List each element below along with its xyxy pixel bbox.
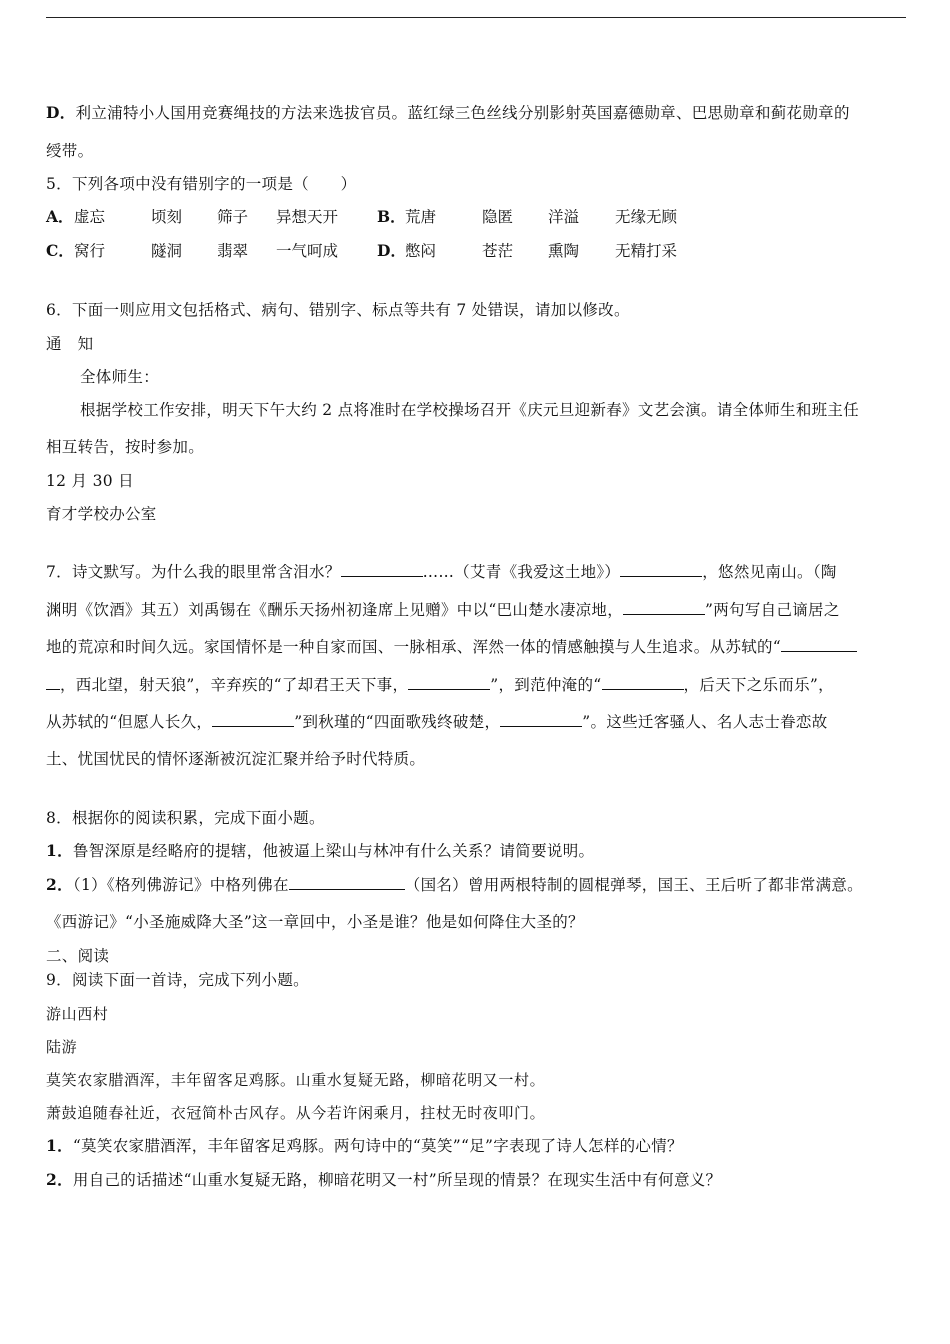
sub-text: 鲁智深原是经略府的提辖，他被逼上梁山与林冲有什么关系？请简要说明。 — [72, 842, 595, 860]
q7-text: ”两句写自己谪居之 — [705, 601, 840, 619]
q8-sub2 — [46, 875, 863, 895]
q6-stem: 6．下面一则应用文包括格式、病句、错别字、标点等共有 7 处错误，请加以修改。 — [46, 301, 630, 319]
q5-c-word: 隧洞 — [151, 242, 183, 260]
option-letter: D． — [46, 103, 76, 122]
notice-body-cont: 相互转告，按时参加。 — [46, 438, 205, 456]
answer-blank[interactable] — [46, 675, 60, 690]
q7-line — [46, 637, 857, 657]
q5-c-word: 一气呵成 — [276, 242, 339, 260]
q5-b-letter: B． — [377, 207, 406, 226]
q7-text: ，悠然见南山。（陶 — [702, 563, 837, 581]
q7-text: ……（艾青《我爱这土地》） — [422, 563, 621, 581]
notice-salutation: 全体师生： — [80, 368, 160, 386]
q5-a-word: 虚忘 — [74, 208, 106, 226]
notice-signature: 育才学校办公室 — [46, 505, 157, 523]
q5-d-word: 苍茫 — [482, 242, 514, 260]
sub-text: （国名）曾用两根特制的圆棍弹琴，国王、王后听了都非常满意。 — [404, 876, 863, 894]
q5-d-word: 熏陶 — [548, 242, 580, 260]
q7-text: ，西北望，射天狼”，辛弃疾的“了却君王天下事， — [60, 676, 409, 694]
q7-text: 地的荒凉和时间久远。家国情怀是一种自家而国、一脉相承、浑然一体的情感触摸与人生追求。从苏轼的“ — [46, 638, 782, 656]
q5-d-word: 憋闷 — [405, 242, 437, 260]
option-text: 利立浦特小人国用竞赛绳技的方法来选拔官员。蓝红绿三色丝线分别影射英国嘉德勋章、巴思勋章和蓟花勋章的 — [75, 104, 850, 122]
top-rule — [46, 17, 906, 18]
q7-text: 7．诗文默写。为什么我的眼里常含泪水？ — [46, 563, 341, 581]
answer-blank[interactable] — [341, 562, 423, 577]
q5-a-letter: A． — [46, 207, 74, 226]
notice-date: 12 月 30 日 — [46, 472, 134, 490]
q8-stem: 8．根据你的阅读积累，完成下面小题。 — [46, 809, 325, 827]
q5-c-word: 窝行 — [74, 242, 106, 260]
q7-line — [46, 712, 828, 732]
q5-b-word: 洋溢 — [548, 208, 580, 226]
sub-number: 2． — [46, 1170, 73, 1189]
q4-option-d-cont: 绶带。 — [46, 142, 94, 160]
q7-text: ”，到范仲淹的“ — [490, 676, 602, 694]
q5-b-word: 无缘无顾 — [615, 208, 678, 226]
q5-c-word: 翡翠 — [217, 242, 249, 260]
poem-verse: 莫笑农家腊酒浑，丰年留客足鸡豚。山重水复疑无路，柳暗花明又一村。 — [46, 1071, 546, 1089]
answer-blank[interactable] — [289, 875, 405, 890]
notice-title: 通 知 — [46, 335, 94, 353]
q7-text: ，后天下之乐而乐”， — [683, 676, 834, 694]
q5-d-letter: D． — [377, 241, 406, 260]
q8-sub1 — [46, 841, 594, 861]
poem-author: 陆游 — [46, 1038, 78, 1056]
notice-body: 根据学校工作安排，明天下午大约 2 点将准时在学校操场召开《庆元旦迎新春》文艺会演。请全体师生和班主任 — [80, 401, 860, 419]
sub-text: “莫笑农家腊酒浑，丰年留客足鸡豚。两句诗中的“莫笑”“足”字表现了诗人怎样的心情？ — [72, 1137, 683, 1155]
answer-blank[interactable] — [781, 637, 857, 652]
q5-a-word: 筛子 — [217, 208, 249, 226]
q7-line: 土、忧国忧民的情怀逐渐被沉淀汇聚并给予时代特质。 — [46, 750, 426, 768]
q9-sub1 — [46, 1136, 683, 1156]
answer-blank[interactable] — [602, 675, 684, 690]
q7-text: ”到秋瑾的“四面歌残终破楚， — [294, 713, 501, 731]
poem-verse: 萧鼓追随春社近，衣冠简朴古风存。从今若许闲乘月，拄杖无时夜叩门。 — [46, 1104, 546, 1122]
answer-blank[interactable] — [212, 712, 294, 727]
q9-sub2 — [46, 1170, 721, 1190]
q7-text: 从苏轼的“但愿人长久， — [46, 713, 213, 731]
q7-text: ”。这些迁客骚人、名人志士眷恋故 — [582, 713, 828, 731]
q5-d-word: 无精打采 — [615, 242, 678, 260]
q5-a-word: 异想天开 — [276, 208, 339, 226]
q7-line — [46, 600, 840, 620]
poem-title: 游山西村 — [46, 1005, 109, 1023]
q7-text: 渊明《饮酒》其五）刘禹锡在《酬乐天扬州初逢席上见赠》中以“巴山楚水凄凉地， — [46, 601, 624, 619]
sub-number: 1． — [46, 841, 73, 860]
q7-line — [46, 675, 834, 695]
answer-blank[interactable] — [623, 600, 705, 615]
answer-blank[interactable] — [408, 675, 490, 690]
answer-blank[interactable] — [500, 712, 582, 727]
q8-sub2-cont: 《西游记》“小圣施威降大圣”这一章回中，小圣是谁？他是如何降住大圣的？ — [46, 913, 584, 931]
q9-stem: 9．阅读下面一首诗，完成下列小题。 — [46, 971, 309, 989]
q5-stem: 5．下列各项中没有错别字的一项是（ ） — [46, 175, 357, 193]
q7-line — [46, 562, 837, 582]
sub-number: 1． — [46, 1136, 73, 1155]
sub-text: （1）《格列佛游记》中格列佛在 — [72, 876, 289, 894]
section-heading: 二、阅读 — [46, 947, 110, 965]
sub-text: 用自己的话描述“山重水复疑无路，柳暗花明又一村”所呈现的情景？在现实生活中有何意义？ — [72, 1171, 722, 1189]
q5-b-word: 隐匿 — [482, 208, 514, 226]
q5-c-letter: C． — [46, 241, 74, 260]
sub-number: 2． — [46, 875, 73, 894]
q5-b-word: 荒唐 — [405, 208, 437, 226]
answer-blank[interactable] — [620, 562, 702, 577]
q4-option-d — [46, 103, 850, 123]
q5-a-word: 顷刻 — [151, 208, 183, 226]
